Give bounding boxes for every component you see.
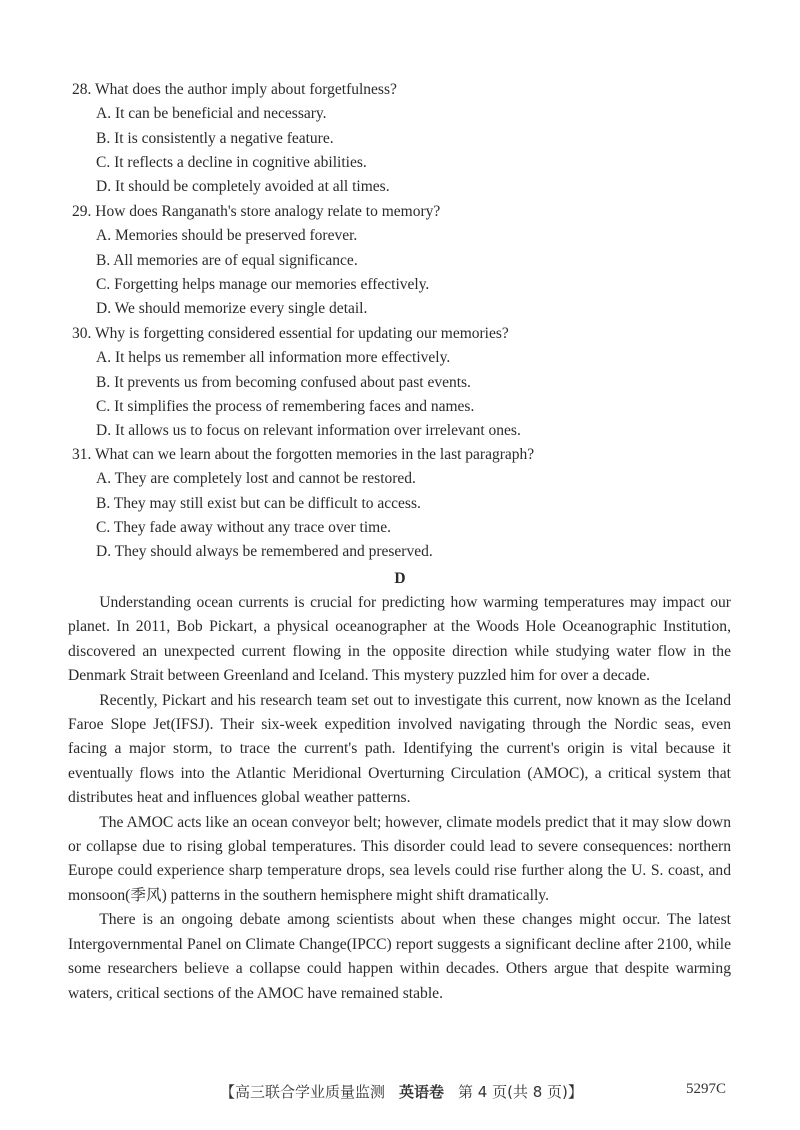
question-29	[72, 200, 752, 321]
option-c: C. It reflects a decline in cognitive abilities.	[96, 153, 367, 171]
question-number: 31.	[72, 446, 92, 463]
question-stem	[72, 200, 752, 224]
paper-code: 5297C	[686, 1081, 727, 1097]
option-d: D. They should always be remembered and preserved.	[96, 543, 433, 561]
question-stem	[72, 443, 752, 467]
option-a: A. They are completely lost and cannot be restored.	[96, 470, 416, 488]
question-30	[72, 322, 752, 443]
question-text: Why is forgetting considered essential for updating our memories?	[94, 325, 509, 342]
option-d: D. It allows us to focus on relevant information over irrelevant ones.	[96, 422, 521, 440]
passage-paragraph-4: There is an ongoing debate among scientists about when these changes might occur. The latest Intergovernmental Panel on Climate Change(IPCC) report suggests a significant decline after 2100, while some researchers believe a collapse could happen within decades. Others argue that despite warming waters, critical sections of the AMOC have remained stable.	[68, 911, 731, 1002]
option-a: A. It helps us remember all information more effectively.	[96, 349, 451, 367]
option-d: D. It should be completely avoided at all times.	[96, 178, 390, 196]
passage-paragraph-2: Recently, Pickart and his research team set out to investigate this current, now known as the Iceland Faroe Slope Jet(IFSJ). Their six-week expedition involved navigating through the Nordic seas, even facing a major storm, to trace the current's path. Identifying the current's origin is vital because it eventually flows into the Atlantic Meridional Overturning Circulation (AMOC), a critical system that distributes heat and influences global weather patterns.	[68, 691, 731, 807]
reading-passage	[68, 591, 731, 1006]
question-31	[72, 443, 752, 564]
option-a: A. Memories should be preserved forever.	[96, 227, 358, 245]
option-c: C. They fade away without any trace over time.	[96, 518, 391, 536]
question-text: How does Ranganath's store analogy relate to memory?	[95, 203, 441, 220]
option-a: A. It can be beneficial and necessary.	[96, 105, 327, 123]
page-indicator: 第 4 页(共 8 页)】	[458, 1083, 583, 1101]
question-stem	[72, 322, 752, 346]
option-c: C. It simplifies the process of remembering faces and names.	[96, 397, 475, 415]
option-b: B. They may still exist but can be difficult to access.	[96, 494, 421, 512]
option-b: B. It prevents us from becoming confused about past events.	[96, 373, 471, 391]
subject-label: 英语卷	[399, 1083, 445, 1101]
question-number: 29.	[72, 203, 92, 220]
question-number: 28.	[72, 81, 92, 98]
question-stem	[72, 78, 752, 102]
passage-paragraph-3: The AMOC acts like an ocean conveyor belt; however, climate models predict that it may slow down or collapse due to rising global temperatures. This disorder could lead to severe consequences: northern Europe could experience sharp temperature drops, sea levels could rise further along the U. S. coast, and monsoon(季风) patterns in the southern hemisphere might shift dramatically.	[68, 813, 731, 904]
question-number: 30.	[72, 325, 92, 342]
question-text: What can we learn about the forgotten memories in the last paragraph?	[94, 446, 535, 463]
option-c: C. Forgetting helps manage our memories effectively.	[96, 275, 430, 293]
question-text: What does the author imply about forgetfulness?	[94, 81, 397, 98]
exam-title: 【高三联合学业质量监测	[220, 1083, 386, 1101]
section-heading: D	[394, 570, 406, 587]
passage-paragraph-1: Understanding ocean currents is crucial for predicting how warming temperatures may impact our planet. In 2011, Bob Pickart, a physical oceanographer at the Woods Hole Oceanographic Institution, discovered an unexpected current flowing in the opposite direction while studying water flow in the Denmark Strait between Greenland and Iceland. This mystery puzzled him for over a decade.	[68, 594, 731, 685]
option-b: B. It is consistently a negative feature.	[96, 129, 334, 147]
question-28	[72, 78, 752, 199]
option-d: D. We should memorize every single detail.	[96, 300, 368, 318]
page-footer	[220, 1081, 583, 1102]
option-b: B. All memories are of equal significance.	[96, 251, 358, 269]
